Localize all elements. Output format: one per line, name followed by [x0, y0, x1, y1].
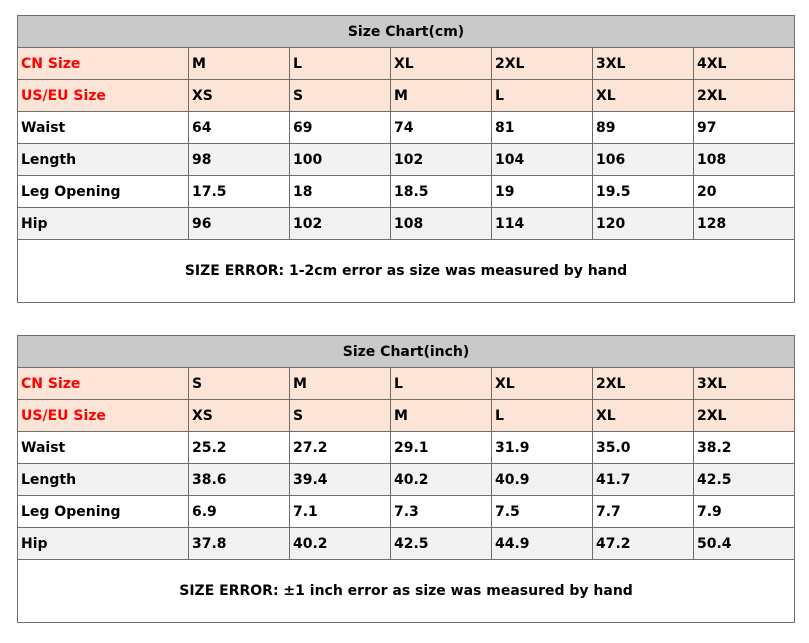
table-cell: 35.0 — [593, 432, 694, 464]
note-row — [18, 240, 795, 303]
table-cell: 97 — [694, 112, 795, 144]
table-cell: 7.1 — [290, 496, 391, 528]
table-cell: L — [391, 368, 492, 400]
chart-title: Size Chart(inch) — [18, 336, 795, 368]
table-cell: 40.2 — [391, 464, 492, 496]
table-cell: 40.2 — [290, 528, 391, 560]
size-error-note: SIZE ERROR: 1-2cm error as size was measured by hand — [18, 240, 795, 303]
table-row-hip — [18, 528, 795, 560]
row-label: Hip — [18, 528, 189, 560]
table-cell: 81 — [492, 112, 593, 144]
table-cell: 6.9 — [189, 496, 290, 528]
table-cell: XL — [391, 48, 492, 80]
chart-title-row — [18, 16, 795, 48]
table-cell: 39.4 — [290, 464, 391, 496]
table-cell: 19 — [492, 176, 593, 208]
table-cell: XL — [593, 400, 694, 432]
table-cell: S — [290, 80, 391, 112]
table-cell: 108 — [694, 144, 795, 176]
chart-title-row — [18, 336, 795, 368]
table-row-cn-size — [18, 48, 795, 80]
chart-title: Size Chart(cm) — [18, 16, 795, 48]
table-row-length — [18, 464, 795, 496]
table-row-cn-size — [18, 368, 795, 400]
table-cell: XS — [189, 80, 290, 112]
table-cell: 104 — [492, 144, 593, 176]
row-label: Leg Opening — [18, 496, 189, 528]
table-cell: 120 — [593, 208, 694, 240]
table-cell: 19.5 — [593, 176, 694, 208]
size-chart-cm — [17, 15, 795, 303]
table-cell: 7.9 — [694, 496, 795, 528]
table-cell: 42.5 — [694, 464, 795, 496]
table-cell: 114 — [492, 208, 593, 240]
table-cell: 98 — [189, 144, 290, 176]
table-cell: 2XL — [694, 80, 795, 112]
row-label: Hip — [18, 208, 189, 240]
table-cell: L — [290, 48, 391, 80]
table-row-length — [18, 144, 795, 176]
table-row-waist — [18, 432, 795, 464]
table-cell: 89 — [593, 112, 694, 144]
table-cell: 17.5 — [189, 176, 290, 208]
row-label: Waist — [18, 432, 189, 464]
table-row-waist — [18, 112, 795, 144]
row-label: Length — [18, 464, 189, 496]
table-cell: L — [492, 80, 593, 112]
table-cell: 50.4 — [694, 528, 795, 560]
table-cell: 38.6 — [189, 464, 290, 496]
table-row-us-eu-size — [18, 400, 795, 432]
table-cell: 41.7 — [593, 464, 694, 496]
row-label: US/EU Size — [18, 400, 189, 432]
table-cell: L — [492, 400, 593, 432]
table-cell: 102 — [391, 144, 492, 176]
table-cell: 2XL — [492, 48, 593, 80]
table-cell: 4XL — [694, 48, 795, 80]
table-cell: 27.2 — [290, 432, 391, 464]
table-cell: XL — [593, 80, 694, 112]
row-label: CN Size — [18, 368, 189, 400]
table-cell: 25.2 — [189, 432, 290, 464]
table-cell: 38.2 — [694, 432, 795, 464]
row-label: CN Size — [18, 48, 189, 80]
table-cell: M — [391, 400, 492, 432]
table-cell: 106 — [593, 144, 694, 176]
table-cell: 3XL — [593, 48, 694, 80]
table-cell: 74 — [391, 112, 492, 144]
table-cell: 128 — [694, 208, 795, 240]
size-error-note: SIZE ERROR: ±1 inch error as size was measured by hand — [18, 560, 795, 623]
table-cell: S — [189, 368, 290, 400]
table-cell: 2XL — [694, 400, 795, 432]
note-row — [18, 560, 795, 623]
table-cell: 44.9 — [492, 528, 593, 560]
table-cell: 29.1 — [391, 432, 492, 464]
table-row-leg-opening — [18, 496, 795, 528]
table-cell: M — [391, 80, 492, 112]
table-cell: 96 — [189, 208, 290, 240]
table-cell: S — [290, 400, 391, 432]
table-cell: 31.9 — [492, 432, 593, 464]
table-cell: 64 — [189, 112, 290, 144]
row-label: Length — [18, 144, 189, 176]
row-label: Waist — [18, 112, 189, 144]
table-cell: 20 — [694, 176, 795, 208]
table-cell: 7.3 — [391, 496, 492, 528]
table-cell: 47.2 — [593, 528, 694, 560]
table-cell: 40.9 — [492, 464, 593, 496]
row-label: Leg Opening — [18, 176, 189, 208]
table-row-hip — [18, 208, 795, 240]
table-cell: 108 — [391, 208, 492, 240]
table-cell: 2XL — [593, 368, 694, 400]
table-row-us-eu-size — [18, 80, 795, 112]
table-cell: 102 — [290, 208, 391, 240]
table-cell: 7.5 — [492, 496, 593, 528]
table-cell: 7.7 — [593, 496, 694, 528]
table-cell: 18 — [290, 176, 391, 208]
table-cell: 18.5 — [391, 176, 492, 208]
table-cell: XL — [492, 368, 593, 400]
table-cell: M — [290, 368, 391, 400]
table-cell: 100 — [290, 144, 391, 176]
table-cell: XS — [189, 400, 290, 432]
size-chart-inch — [17, 335, 795, 623]
table-cell: 42.5 — [391, 528, 492, 560]
table-cell: M — [189, 48, 290, 80]
table-cell: 37.8 — [189, 528, 290, 560]
row-label: US/EU Size — [18, 80, 189, 112]
table-row-leg-opening — [18, 176, 795, 208]
table-cell: 3XL — [694, 368, 795, 400]
table-cell: 69 — [290, 112, 391, 144]
